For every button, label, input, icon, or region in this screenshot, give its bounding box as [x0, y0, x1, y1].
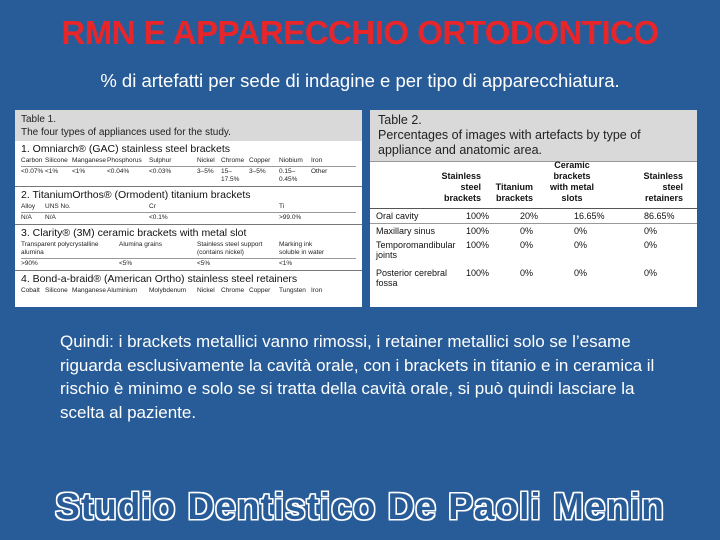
slide-title: RMN E APPARECCHIO ORTODONTICO — [61, 14, 659, 51]
row-label: Maxillary sinus — [376, 226, 436, 236]
table-cell: Cr — [149, 203, 156, 210]
conclusion-text: Quindi: i brackets metallici vanno rimossi, i retainer metallici solo se l’esame riguarda esclusivamente la cavità orale, con i brackets in titanio e in ceramica il rischio è minimo e solo se si tratta della cavità orale, si può quindi lasciare la scelta al paziente. — [60, 332, 655, 422]
table-cell: 3–5% — [249, 168, 266, 175]
table-cell: Aluminium — [107, 287, 138, 294]
table-cell: UNS No. — [45, 203, 71, 210]
column-header: Titanium brackets — [495, 182, 533, 203]
table-cell: 100% — [466, 226, 490, 236]
table-cell: 0% — [644, 240, 658, 250]
table-cell: <0.04% — [107, 168, 130, 175]
table-cell: 0.15– 0.45% — [279, 168, 298, 183]
table-cell: Alloy — [21, 203, 36, 210]
table-cell: 0% — [644, 268, 658, 278]
table-cell: Manganese — [72, 157, 106, 164]
table-cell: 86.65% — [644, 211, 675, 221]
table-cell: Copper — [249, 157, 271, 164]
table-cell: 0% — [644, 226, 658, 236]
table-1-caption — [15, 110, 362, 141]
table-cell: 100% — [466, 211, 490, 221]
footer-studio-name: Studio Dentistico De Paoli Menin — [55, 486, 665, 527]
table-cell: 0% — [574, 240, 588, 250]
table-2-header-row — [370, 161, 697, 209]
table-cell: Silicone — [45, 157, 68, 164]
section-3-title: 3. Clarity® (3M) ceramic brackets with metal slot — [15, 224, 362, 240]
table-cell: Stainless steel support (contains nickel) — [197, 241, 263, 256]
table-cell: 0% — [574, 268, 588, 278]
table-cell: Carbon — [21, 157, 43, 164]
table-cell: >90% — [21, 260, 38, 267]
table-cell: <5% — [197, 260, 211, 267]
section-2-value-row — [21, 213, 356, 223]
row-label: Posterior cerebral fossa — [376, 268, 448, 288]
table-row — [370, 238, 697, 266]
table-cell: Nickel — [197, 157, 215, 164]
table-cell: 0% — [520, 226, 534, 236]
table-row — [370, 266, 697, 294]
table-2-panel — [370, 110, 697, 307]
column-header: Ceramic brackets with metal slots — [549, 160, 594, 203]
table-1-number: Table 1. — [21, 114, 57, 125]
section-1-title: 1. Omniarch® (GAC) stainless steel brackets — [21, 143, 231, 155]
table-cell: Alumina grains — [119, 241, 162, 248]
table-row — [370, 209, 697, 224]
section-2-title: 2. TitaniumOrthos® (Ormodent) titanium brackets — [15, 186, 362, 202]
table-cell: Nickel — [197, 287, 215, 294]
table-cell: <1% — [279, 260, 293, 267]
table-cell: Ti — [279, 203, 285, 210]
table-cell: <0.1% — [149, 214, 168, 221]
table-2-caption — [370, 110, 697, 161]
table-cell: >99.0% — [279, 214, 302, 221]
section-3-value-row — [21, 259, 356, 269]
section-1-header-row — [21, 156, 356, 167]
section-2-header-row — [21, 202, 356, 213]
table-cell: 15– 17.5% — [221, 168, 240, 183]
table-1-caption-text: The four types of appliances used for the study. — [21, 127, 231, 138]
table-cell: Iron — [311, 287, 323, 294]
table-cell: Manganese — [72, 287, 106, 294]
table-1-panel — [15, 110, 362, 307]
table-cell: <1% — [72, 168, 86, 175]
table-cell: 3–5% — [197, 168, 214, 175]
table-2-caption-text: Percentages of images with artefacts by type of appliance and anatomic area. — [378, 128, 641, 157]
section-1-value-row — [21, 167, 356, 185]
table-cell: 0% — [520, 268, 534, 278]
table-cell: <0.03% — [149, 168, 172, 175]
section-3-header-row — [21, 240, 356, 259]
table-cell: Tungsten — [279, 287, 306, 294]
row-label: Oral cavity — [376, 211, 419, 221]
table-cell: <5% — [119, 260, 133, 267]
table-cell: 0% — [520, 240, 534, 250]
table-cell: Copper — [249, 287, 271, 294]
table-cell: Transparent polycrystalline alumina — [21, 241, 99, 256]
table-cell: Cobalt — [21, 287, 40, 294]
table-cell: <0.07% — [21, 168, 44, 175]
table-row — [370, 224, 697, 238]
table-cell: Niobium — [279, 157, 303, 164]
row-label: Temporomandibular joints — [376, 240, 456, 260]
table-cell: Chrome — [221, 157, 245, 164]
slide-subtitle: % di artefatti per sede di indagine e per tipo di apparecchiatura. — [100, 70, 620, 91]
table-cell: 20% — [520, 211, 539, 221]
table-cell: Marking ink soluble in water — [279, 241, 325, 256]
table-cell: 16.65% — [574, 211, 605, 221]
section-4-header-row — [21, 286, 356, 296]
section-4-title: 4. Bond-a-braid® (American Ortho) stainless steel retainers — [15, 270, 362, 286]
table-cell: N/A — [21, 214, 32, 221]
column-header: Stainless steel retainers — [643, 171, 683, 203]
table-2-number: Table 2. — [378, 113, 422, 127]
table-cell: Chrome — [221, 287, 245, 294]
table-cell: <1% — [45, 168, 59, 175]
table-cell: Silicone — [45, 287, 68, 294]
table-cell: N/A — [45, 214, 56, 221]
table-cell: Phosphorus — [107, 157, 142, 164]
table-cell: Iron — [311, 157, 323, 164]
table-cell: 100% — [466, 268, 490, 278]
table-cell: 100% — [466, 240, 490, 250]
table-cell: Molybdenum — [149, 287, 187, 294]
table-cell: Sulphur — [149, 157, 172, 164]
table-cell: 0% — [574, 226, 588, 236]
table-cell: Other — [311, 168, 328, 175]
column-header: Stainless steel brackets — [441, 171, 481, 203]
